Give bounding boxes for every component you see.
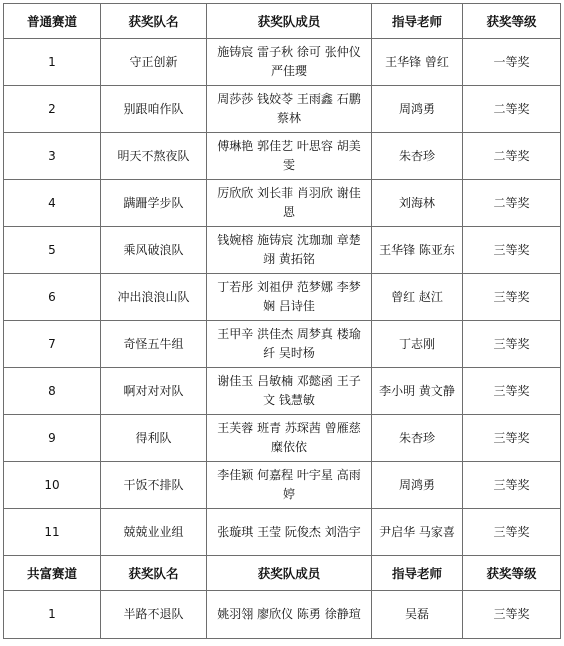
team-members: 傅琳艳 郭佳艺 叶思容 胡美雯 [207,133,372,180]
row-number: 7 [4,321,101,368]
row-number: 11 [4,509,101,556]
award-level: 三等奖 [463,462,561,509]
team-name: 得利队 [101,415,207,462]
award-level: 三等奖 [463,227,561,274]
table-row [4,227,561,274]
team-members: 周莎莎 钱姣苓 王雨鑫 石鹏 蔡林 [207,86,372,133]
header-track: 共富赛道 [4,556,101,591]
team-members: 钱婉榕 施铸宸 沈珈珈 章楚翊 黄拓铭 [207,227,372,274]
advisor: 吴磊 [372,591,463,639]
advisor: 王华锋 曾红 [372,39,463,86]
row-number: 8 [4,368,101,415]
team-name: 别跟咱作队 [101,86,207,133]
row-number: 2 [4,86,101,133]
table-row [4,86,561,133]
award-level: 二等奖 [463,86,561,133]
section-header-row [4,556,561,591]
advisor: 周鸿勇 [372,462,463,509]
header-advisor: 指导老师 [372,4,463,39]
advisor: 王华锋 陈亚东 [372,227,463,274]
header-team-name: 获奖队名 [101,556,207,591]
table-row [4,274,561,321]
team-members: 施铸宸 雷子秋 徐可 张仲仪 严佳瓔 [207,39,372,86]
award-level: 二等奖 [463,180,561,227]
team-name: 冲出浪浪山队 [101,274,207,321]
table-row [4,591,561,639]
team-members: 王芙蓉 班青 苏琛茜 曾雁慈 糜依依 [207,415,372,462]
row-number: 1 [4,39,101,86]
award-level: 二等奖 [463,133,561,180]
team-name: 半路不退队 [101,591,207,639]
header-row [4,4,561,39]
team-name: 啊对对对队 [101,368,207,415]
row-number: 1 [4,591,101,639]
team-members: 丁若彤 刘祖伊 范梦娜 李梦娴 吕诗佳 [207,274,372,321]
row-number: 3 [4,133,101,180]
header-team-name: 获奖队名 [101,4,207,39]
team-name: 蹒跚学步队 [101,180,207,227]
team-members: 姚羽翎 廖欣仪 陈勇 徐静瑄 [207,591,372,639]
award-level: 三等奖 [463,321,561,368]
advisor: 周鸿勇 [372,86,463,133]
header-award: 获奖等级 [463,556,561,591]
header-award: 获奖等级 [463,4,561,39]
row-number: 4 [4,180,101,227]
header-track: 普通赛道 [4,4,101,39]
advisor: 尹启华 马家喜 [372,509,463,556]
advisor: 刘海林 [372,180,463,227]
table-row [4,39,561,86]
advisor: 曾红 赵江 [372,274,463,321]
team-name: 明天不熬夜队 [101,133,207,180]
table-row [4,509,561,556]
header-members: 获奖队成员 [207,556,372,591]
award-level: 三等奖 [463,274,561,321]
row-number: 5 [4,227,101,274]
row-number: 6 [4,274,101,321]
table-row [4,462,561,509]
team-members: 张璇琪 王莹 阮俊杰 刘浩宇 [207,509,372,556]
team-members: 厉欣欣 刘长菲 肖羽欣 谢佳恩 [207,180,372,227]
team-members: 王甲辛 洪佳杰 周梦真 楼瑜纤 吴时杨 [207,321,372,368]
award-level: 三等奖 [463,591,561,639]
team-name: 奇怪五牛组 [101,321,207,368]
team-name: 兢兢业业组 [101,509,207,556]
award-level: 三等奖 [463,368,561,415]
team-name: 干饭不排队 [101,462,207,509]
table-row [4,180,561,227]
table-row [4,415,561,462]
advisor: 丁志刚 [372,321,463,368]
header-members: 获奖队成员 [207,4,372,39]
team-name: 乘风破浪队 [101,227,207,274]
advisor: 朱杏珍 [372,415,463,462]
advisor: 朱杏珍 [372,133,463,180]
row-number: 10 [4,462,101,509]
team-members: 李佳颖 何嘉程 叶宇星 高雨婷 [207,462,372,509]
table-row [4,133,561,180]
header-advisor: 指导老师 [372,556,463,591]
table-row [4,368,561,415]
row-number: 9 [4,415,101,462]
awards-table [3,3,561,639]
advisor: 李小明 黄文静 [372,368,463,415]
team-members: 谢佳玉 吕敏楠 邓懿函 王子文 钱慧敏 [207,368,372,415]
award-level: 三等奖 [463,509,561,556]
team-name: 守正创新 [101,39,207,86]
award-level: 一等奖 [463,39,561,86]
table-row [4,321,561,368]
award-level: 三等奖 [463,415,561,462]
